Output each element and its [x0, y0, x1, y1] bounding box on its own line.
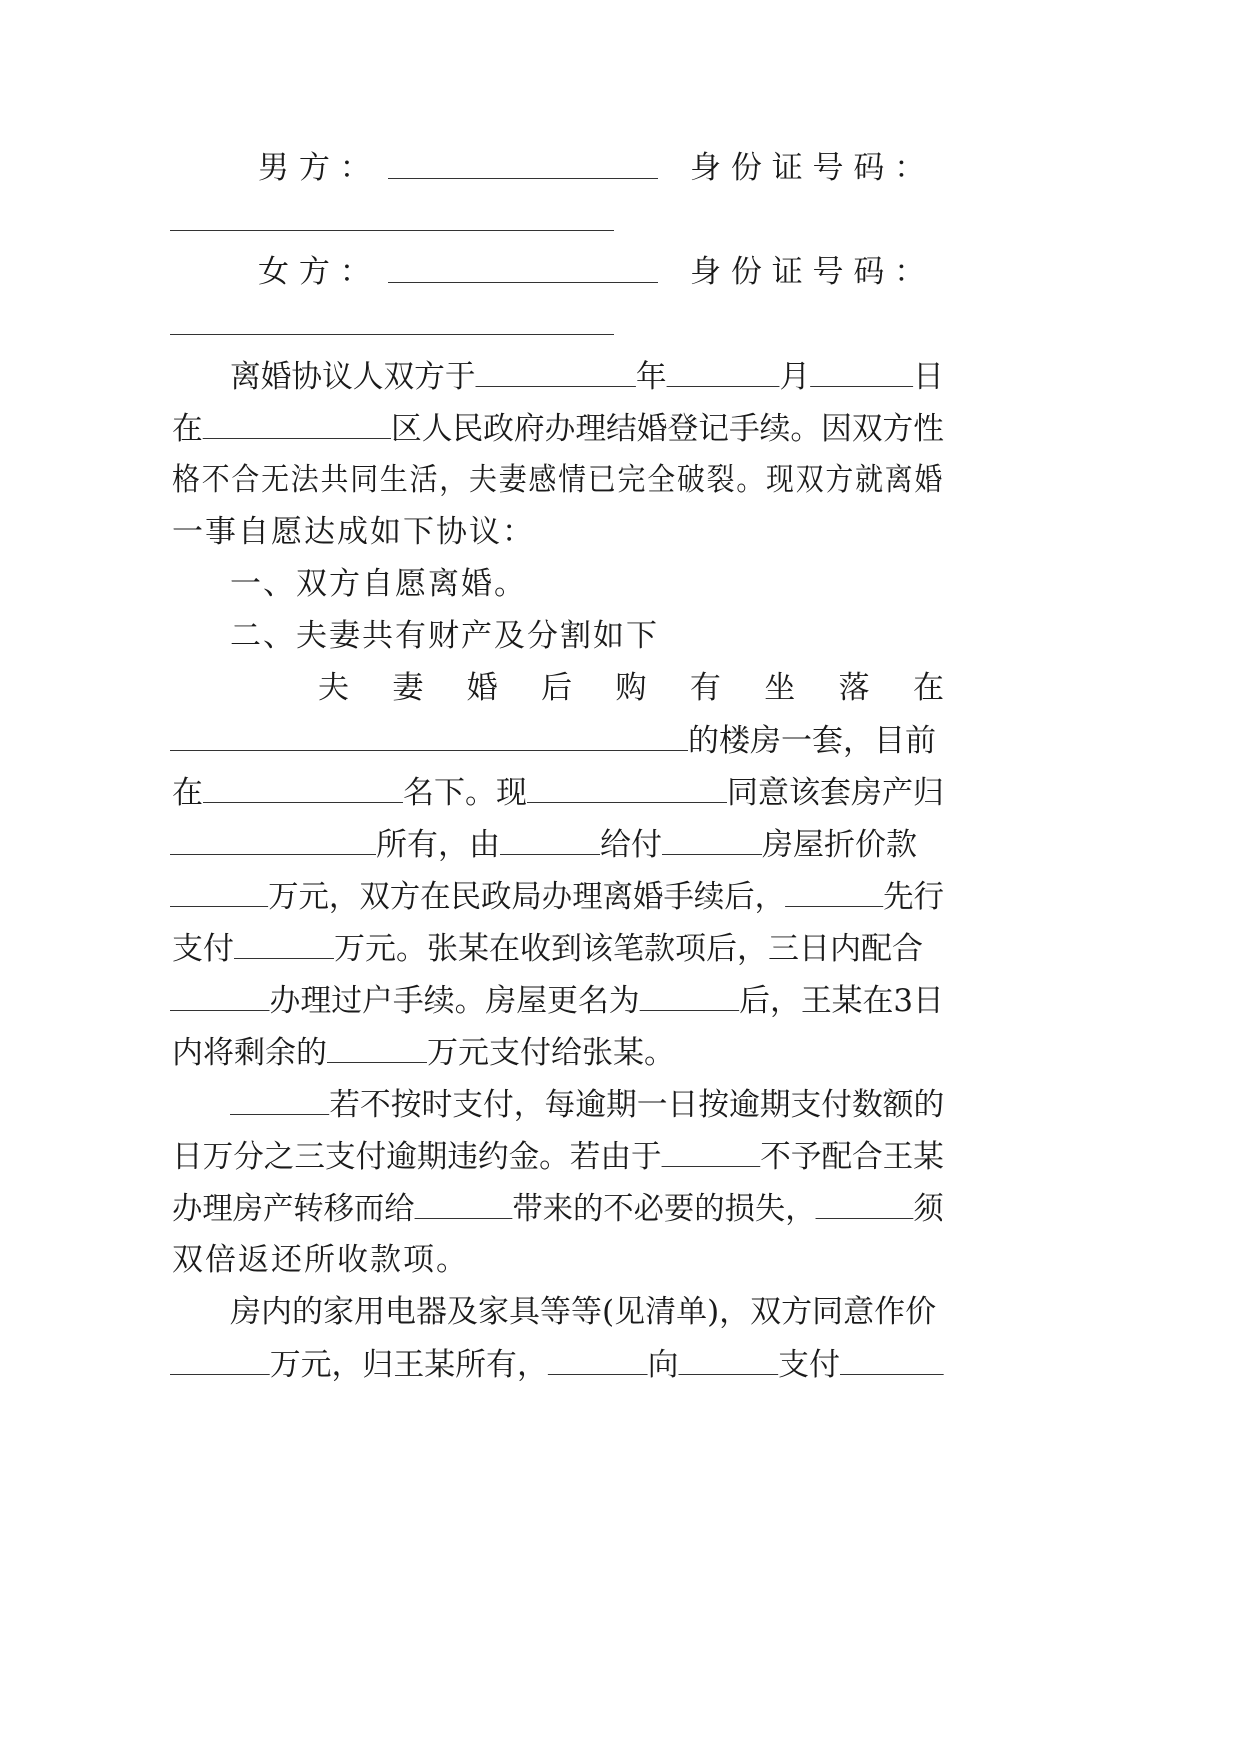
house-line-3: 在 名下。现 同意该套房产归	[172, 772, 944, 812]
house-line-2: 的楼房一套，目前	[170, 720, 936, 760]
house-line-7: 办理过户手续。房屋更名为 后，王某在3日	[170, 980, 944, 1020]
male-id-blank	[170, 200, 616, 240]
house-line-6: 支付 万元。张某在收到该笔款项后，三日内配合	[172, 928, 923, 968]
male-label: 男 方 ：	[258, 150, 371, 186]
female-id-blank	[170, 304, 616, 344]
intro-line-3: 格不合无法共同生活，夫妻感情已完全破裂。现双方就离婚	[172, 462, 945, 498]
female-name-blank	[388, 252, 660, 292]
house-line-8: 内将剩余的 万元支付给张某。	[172, 1032, 675, 1072]
penalty-line-3: 办理房产转移而给 带来的不必要的损失， 须	[172, 1188, 944, 1228]
house-line-1: 夫 妻 婚 后 购 有 坐 落 在	[318, 670, 944, 706]
penalty-line-1: 若不按时支付，每逾期一日按逾期支付数额的	[230, 1084, 944, 1124]
intro-line-2: 在 区人民政府办理结婚登记手续。因双方性	[172, 408, 944, 448]
male-name-blank	[388, 148, 660, 188]
house-line-4: 所有，由 给付 房屋折价款	[170, 824, 917, 864]
furniture-line-2: 万元，归王某所有， 向 支付	[170, 1344, 944, 1384]
female-label: 女 方 ：	[258, 254, 371, 290]
intro-line-1: 离婚协议人双方于 年 月 日	[230, 356, 944, 396]
item-2: 二、夫妻共有财产及分割如下	[230, 618, 659, 654]
female-id-label: 身 份 证 号 码 ：	[690, 254, 926, 290]
penalty-line-4: 双倍返还所收款项。	[172, 1242, 469, 1278]
intro-line-4: 一事自愿达成如下协议：	[172, 514, 535, 550]
male-id-label: 身 份 证 号 码 ：	[690, 150, 926, 186]
item-1: 一、双方自愿离婚。	[230, 566, 527, 602]
house-line-5: 万元，双方在民政局办理离婚手续后， 先行	[170, 876, 944, 916]
furniture-line-1: 房内的家用电器及家具等等(见清单)，双方同意作价	[230, 1294, 937, 1330]
penalty-line-2: 日万分之三支付逾期违约金。若由于 不予配合王某	[172, 1136, 944, 1176]
